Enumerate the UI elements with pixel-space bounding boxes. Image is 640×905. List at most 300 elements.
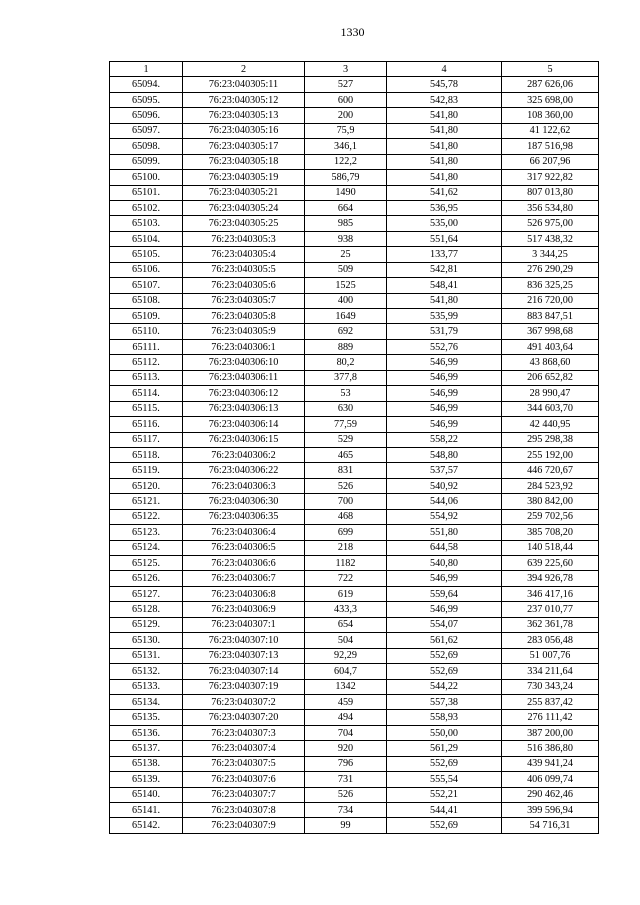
table-row bbox=[110, 108, 599, 123]
row-number-cell: 65140. bbox=[110, 787, 183, 802]
rate-cell: 546,99 bbox=[387, 401, 502, 416]
area-cell: 527 bbox=[305, 77, 387, 92]
row-number-cell: 65130. bbox=[110, 633, 183, 648]
table-row bbox=[110, 139, 599, 154]
table-row bbox=[110, 123, 599, 138]
table-row bbox=[110, 447, 599, 462]
rate-cell: 548,80 bbox=[387, 447, 502, 462]
table-row bbox=[110, 509, 599, 524]
row-number-cell: 65115. bbox=[110, 401, 183, 416]
row-number-cell: 65129. bbox=[110, 617, 183, 632]
rate-cell: 552,69 bbox=[387, 648, 502, 663]
table-row bbox=[110, 494, 599, 509]
value-cell: 255 837,42 bbox=[502, 694, 599, 709]
table-row bbox=[110, 324, 599, 339]
area-cell: 654 bbox=[305, 617, 387, 632]
rate-cell: 552,76 bbox=[387, 339, 502, 354]
table-row bbox=[110, 694, 599, 709]
cadastral-number-cell: 76:23:040305:6 bbox=[183, 278, 305, 293]
row-number-cell: 65095. bbox=[110, 92, 183, 107]
row-number-cell: 65108. bbox=[110, 293, 183, 308]
column-header: 4 bbox=[387, 62, 502, 77]
area-cell: 796 bbox=[305, 756, 387, 771]
area-cell: 692 bbox=[305, 324, 387, 339]
row-number-cell: 65104. bbox=[110, 231, 183, 246]
value-cell: 287 626,06 bbox=[502, 77, 599, 92]
area-cell: 586,79 bbox=[305, 170, 387, 185]
row-number-cell: 65124. bbox=[110, 540, 183, 555]
table-row bbox=[110, 725, 599, 740]
row-number-cell: 65107. bbox=[110, 278, 183, 293]
table-row bbox=[110, 540, 599, 555]
cadastral-number-cell: 76:23:040306:12 bbox=[183, 386, 305, 401]
row-number-cell: 65122. bbox=[110, 509, 183, 524]
area-cell: 1342 bbox=[305, 679, 387, 694]
table-row bbox=[110, 617, 599, 632]
cadastral-number-cell: 76:23:040305:17 bbox=[183, 139, 305, 154]
area-cell: 704 bbox=[305, 725, 387, 740]
value-cell: 325 698,00 bbox=[502, 92, 599, 107]
area-cell: 731 bbox=[305, 772, 387, 787]
value-cell: 516 386,80 bbox=[502, 741, 599, 756]
value-cell: 3 344,25 bbox=[502, 247, 599, 262]
rate-cell: 561,62 bbox=[387, 633, 502, 648]
table-row bbox=[110, 571, 599, 586]
area-cell: 630 bbox=[305, 401, 387, 416]
area-cell: 1649 bbox=[305, 309, 387, 324]
value-cell: 730 343,24 bbox=[502, 679, 599, 694]
table-row bbox=[110, 247, 599, 262]
row-number-cell: 65094. bbox=[110, 77, 183, 92]
area-cell: 604,7 bbox=[305, 664, 387, 679]
row-number-cell: 65128. bbox=[110, 602, 183, 617]
rate-cell: 561,29 bbox=[387, 741, 502, 756]
table-row bbox=[110, 772, 599, 787]
row-number-cell: 65139. bbox=[110, 772, 183, 787]
row-number-cell: 65109. bbox=[110, 309, 183, 324]
row-number-cell: 65137. bbox=[110, 741, 183, 756]
rate-cell: 558,93 bbox=[387, 710, 502, 725]
rate-cell: 551,64 bbox=[387, 231, 502, 246]
table-row bbox=[110, 432, 599, 447]
row-number-cell: 65106. bbox=[110, 262, 183, 277]
row-number-cell: 65123. bbox=[110, 525, 183, 540]
rate-cell: 133,77 bbox=[387, 247, 502, 262]
row-number-cell: 65125. bbox=[110, 556, 183, 571]
value-cell: 439 941,24 bbox=[502, 756, 599, 771]
row-number-cell: 65120. bbox=[110, 478, 183, 493]
table-row bbox=[110, 231, 599, 246]
rate-cell: 555,54 bbox=[387, 772, 502, 787]
row-number-cell: 65142. bbox=[110, 818, 183, 833]
value-cell: 284 523,92 bbox=[502, 478, 599, 493]
value-cell: 639 225,60 bbox=[502, 556, 599, 571]
cadastral-number-cell: 76:23:040306:1 bbox=[183, 339, 305, 354]
cadastral-number-cell: 76:23:040307:1 bbox=[183, 617, 305, 632]
value-cell: 334 211,64 bbox=[502, 664, 599, 679]
row-number-cell: 65098. bbox=[110, 139, 183, 154]
cadastral-number-cell: 76:23:040307:2 bbox=[183, 694, 305, 709]
area-cell: 664 bbox=[305, 200, 387, 215]
table-row bbox=[110, 602, 599, 617]
row-number-cell: 65117. bbox=[110, 432, 183, 447]
value-cell: 290 462,46 bbox=[502, 787, 599, 802]
table-row bbox=[110, 216, 599, 231]
cadastral-number-cell: 76:23:040306:22 bbox=[183, 463, 305, 478]
cadastral-number-cell: 76:23:040307:13 bbox=[183, 648, 305, 663]
rate-cell: 546,99 bbox=[387, 602, 502, 617]
column-header: 1 bbox=[110, 62, 183, 77]
area-cell: 529 bbox=[305, 432, 387, 447]
cadastral-number-cell: 76:23:040306:2 bbox=[183, 447, 305, 462]
row-number-cell: 65118. bbox=[110, 447, 183, 462]
value-cell: 43 868,60 bbox=[502, 355, 599, 370]
row-number-cell: 65096. bbox=[110, 108, 183, 123]
rate-cell: 540,80 bbox=[387, 556, 502, 571]
value-cell: 387 200,00 bbox=[502, 725, 599, 740]
value-cell: 66 207,96 bbox=[502, 154, 599, 169]
row-number-cell: 65100. bbox=[110, 170, 183, 185]
table-row bbox=[110, 262, 599, 277]
value-cell: 344 603,70 bbox=[502, 401, 599, 416]
row-number-cell: 65134. bbox=[110, 694, 183, 709]
row-number-cell: 65121. bbox=[110, 494, 183, 509]
value-cell: 206 652,82 bbox=[502, 370, 599, 385]
area-cell: 920 bbox=[305, 741, 387, 756]
area-cell: 831 bbox=[305, 463, 387, 478]
area-cell: 200 bbox=[305, 108, 387, 123]
table-row bbox=[110, 787, 599, 802]
value-cell: 295 298,38 bbox=[502, 432, 599, 447]
value-cell: 526 975,00 bbox=[502, 216, 599, 231]
area-cell: 1525 bbox=[305, 278, 387, 293]
rate-cell: 546,99 bbox=[387, 417, 502, 432]
value-cell: 491 403,64 bbox=[502, 339, 599, 354]
cadastral-number-cell: 76:23:040305:4 bbox=[183, 247, 305, 262]
rate-cell: 542,83 bbox=[387, 92, 502, 107]
value-cell: 276 111,42 bbox=[502, 710, 599, 725]
rate-cell: 546,99 bbox=[387, 386, 502, 401]
table-row bbox=[110, 756, 599, 771]
table-row bbox=[110, 556, 599, 571]
cadastral-number-cell: 76:23:040305:24 bbox=[183, 200, 305, 215]
row-number-cell: 65126. bbox=[110, 571, 183, 586]
area-cell: 509 bbox=[305, 262, 387, 277]
cadastral-number-cell: 76:23:040305:8 bbox=[183, 309, 305, 324]
value-cell: 517 438,32 bbox=[502, 231, 599, 246]
rate-cell: 546,99 bbox=[387, 355, 502, 370]
rate-cell: 537,57 bbox=[387, 463, 502, 478]
rate-cell: 552,69 bbox=[387, 756, 502, 771]
value-cell: 41 122,62 bbox=[502, 123, 599, 138]
rate-cell: 536,95 bbox=[387, 200, 502, 215]
cadastral-number-cell: 76:23:040306:8 bbox=[183, 586, 305, 601]
cadastral-number-cell: 76:23:040307:10 bbox=[183, 633, 305, 648]
area-cell: 465 bbox=[305, 447, 387, 462]
value-cell: 446 720,67 bbox=[502, 463, 599, 478]
value-cell: 346 417,16 bbox=[502, 586, 599, 601]
table-row bbox=[110, 633, 599, 648]
value-cell: 317 922,82 bbox=[502, 170, 599, 185]
row-number-cell: 65135. bbox=[110, 710, 183, 725]
rate-cell: 541,80 bbox=[387, 139, 502, 154]
cadastral-number-cell: 76:23:040307:7 bbox=[183, 787, 305, 802]
row-number-cell: 65099. bbox=[110, 154, 183, 169]
table-row bbox=[110, 170, 599, 185]
area-cell: 75,9 bbox=[305, 123, 387, 138]
area-cell: 1490 bbox=[305, 185, 387, 200]
area-cell: 600 bbox=[305, 92, 387, 107]
rate-cell: 559,64 bbox=[387, 586, 502, 601]
table-row bbox=[110, 525, 599, 540]
table-row bbox=[110, 648, 599, 663]
value-cell: 380 842,00 bbox=[502, 494, 599, 509]
row-number-cell: 65127. bbox=[110, 586, 183, 601]
cadastral-number-cell: 76:23:040306:11 bbox=[183, 370, 305, 385]
table-row bbox=[110, 803, 599, 818]
rate-cell: 541,80 bbox=[387, 123, 502, 138]
column-header: 3 bbox=[305, 62, 387, 77]
row-number-cell: 65102. bbox=[110, 200, 183, 215]
area-cell: 468 bbox=[305, 509, 387, 524]
cadastral-number-cell: 76:23:040307:3 bbox=[183, 725, 305, 740]
table-row bbox=[110, 386, 599, 401]
row-number-cell: 65141. bbox=[110, 803, 183, 818]
value-cell: 807 013,80 bbox=[502, 185, 599, 200]
value-cell: 276 290,29 bbox=[502, 262, 599, 277]
value-cell: 28 990,47 bbox=[502, 386, 599, 401]
value-cell: 394 926,78 bbox=[502, 571, 599, 586]
value-cell: 259 702,56 bbox=[502, 509, 599, 524]
rate-cell: 542,81 bbox=[387, 262, 502, 277]
rate-cell: 541,80 bbox=[387, 293, 502, 308]
value-cell: 283 056,48 bbox=[502, 633, 599, 648]
area-cell: 77,59 bbox=[305, 417, 387, 432]
table-row bbox=[110, 339, 599, 354]
cadastral-number-cell: 76:23:040305:7 bbox=[183, 293, 305, 308]
cadastral-number-cell: 76:23:040307:8 bbox=[183, 803, 305, 818]
table-row bbox=[110, 679, 599, 694]
area-cell: 985 bbox=[305, 216, 387, 231]
row-number-cell: 65133. bbox=[110, 679, 183, 694]
row-number-cell: 65110. bbox=[110, 324, 183, 339]
data-table-container bbox=[109, 61, 598, 834]
row-number-cell: 65138. bbox=[110, 756, 183, 771]
table-row bbox=[110, 741, 599, 756]
area-cell: 53 bbox=[305, 386, 387, 401]
cadastral-number-cell: 76:23:040306:5 bbox=[183, 540, 305, 555]
rate-cell: 541,80 bbox=[387, 108, 502, 123]
row-number-cell: 65116. bbox=[110, 417, 183, 432]
area-cell: 459 bbox=[305, 694, 387, 709]
value-cell: 108 360,00 bbox=[502, 108, 599, 123]
row-number-cell: 65119. bbox=[110, 463, 183, 478]
cadastral-number-cell: 76:23:040307:19 bbox=[183, 679, 305, 694]
cadastral-number-cell: 76:23:040306:14 bbox=[183, 417, 305, 432]
rate-cell: 554,92 bbox=[387, 509, 502, 524]
rate-cell: 546,99 bbox=[387, 370, 502, 385]
row-number-cell: 65114. bbox=[110, 386, 183, 401]
area-cell: 433,3 bbox=[305, 602, 387, 617]
cadastral-number-cell: 76:23:040305:9 bbox=[183, 324, 305, 339]
cadastral-number-cell: 76:23:040306:35 bbox=[183, 509, 305, 524]
value-cell: 406 099,74 bbox=[502, 772, 599, 787]
value-cell: 216 720,00 bbox=[502, 293, 599, 308]
cadastral-number-cell: 76:23:040305:5 bbox=[183, 262, 305, 277]
cadastral-number-cell: 76:23:040307:20 bbox=[183, 710, 305, 725]
row-number-cell: 65112. bbox=[110, 355, 183, 370]
cadastral-number-cell: 76:23:040305:25 bbox=[183, 216, 305, 231]
value-cell: 187 516,98 bbox=[502, 139, 599, 154]
table-row bbox=[110, 278, 599, 293]
rate-cell: 544,06 bbox=[387, 494, 502, 509]
value-cell: 237 010,77 bbox=[502, 602, 599, 617]
cadastral-number-cell: 76:23:040305:12 bbox=[183, 92, 305, 107]
area-cell: 526 bbox=[305, 787, 387, 802]
cadastral-number-cell: 76:23:040306:13 bbox=[183, 401, 305, 416]
cadastral-number-cell: 76:23:040305:21 bbox=[183, 185, 305, 200]
area-cell: 92,29 bbox=[305, 648, 387, 663]
cadastral-number-cell: 76:23:040306:6 bbox=[183, 556, 305, 571]
cadastral-number-cell: 76:23:040306:30 bbox=[183, 494, 305, 509]
rate-cell: 535,00 bbox=[387, 216, 502, 231]
rate-cell: 544,22 bbox=[387, 679, 502, 694]
area-cell: 526 bbox=[305, 478, 387, 493]
row-number-cell: 65105. bbox=[110, 247, 183, 262]
row-number-cell: 65111. bbox=[110, 339, 183, 354]
page-number: 1330 bbox=[340, 25, 365, 39]
value-cell: 367 998,68 bbox=[502, 324, 599, 339]
rate-cell: 541,80 bbox=[387, 154, 502, 169]
area-cell: 346,1 bbox=[305, 139, 387, 154]
area-cell: 700 bbox=[305, 494, 387, 509]
area-cell: 99 bbox=[305, 818, 387, 833]
area-cell: 494 bbox=[305, 710, 387, 725]
row-number-cell: 65136. bbox=[110, 725, 183, 740]
rate-cell: 550,00 bbox=[387, 725, 502, 740]
value-cell: 399 596,94 bbox=[502, 803, 599, 818]
value-cell: 51 007,76 bbox=[502, 648, 599, 663]
rate-cell: 552,21 bbox=[387, 787, 502, 802]
header-row bbox=[110, 62, 599, 77]
row-number-cell: 65132. bbox=[110, 664, 183, 679]
rate-cell: 540,92 bbox=[387, 478, 502, 493]
table-row bbox=[110, 355, 599, 370]
cadastral-number-cell: 76:23:040307:6 bbox=[183, 772, 305, 787]
cadastral-number-cell: 76:23:040305:16 bbox=[183, 123, 305, 138]
cadastral-number-cell: 76:23:040305:18 bbox=[183, 154, 305, 169]
rate-cell: 557,38 bbox=[387, 694, 502, 709]
rate-cell: 546,99 bbox=[387, 571, 502, 586]
cadastral-number-cell: 76:23:040307:14 bbox=[183, 664, 305, 679]
table-row bbox=[110, 92, 599, 107]
rate-cell: 551,80 bbox=[387, 525, 502, 540]
value-cell: 385 708,20 bbox=[502, 525, 599, 540]
rate-cell: 552,69 bbox=[387, 664, 502, 679]
rate-cell: 544,41 bbox=[387, 803, 502, 818]
table-row bbox=[110, 77, 599, 92]
rate-cell: 531,79 bbox=[387, 324, 502, 339]
rate-cell: 548,41 bbox=[387, 278, 502, 293]
row-number-cell: 65103. bbox=[110, 216, 183, 231]
rate-cell: 554,07 bbox=[387, 617, 502, 632]
value-cell: 140 518,44 bbox=[502, 540, 599, 555]
table-row bbox=[110, 200, 599, 215]
cadastral-number-cell: 76:23:040306:9 bbox=[183, 602, 305, 617]
value-cell: 54 716,31 bbox=[502, 818, 599, 833]
area-cell: 1182 bbox=[305, 556, 387, 571]
column-header: 2 bbox=[183, 62, 305, 77]
area-cell: 400 bbox=[305, 293, 387, 308]
row-number-cell: 65113. bbox=[110, 370, 183, 385]
row-number-cell: 65131. bbox=[110, 648, 183, 663]
value-cell: 883 847,51 bbox=[502, 309, 599, 324]
table-row bbox=[110, 586, 599, 601]
table-row bbox=[110, 401, 599, 416]
row-number-cell: 65101. bbox=[110, 185, 183, 200]
column-header: 5 bbox=[502, 62, 599, 77]
data-table bbox=[109, 61, 599, 834]
cadastral-number-cell: 76:23:040306:4 bbox=[183, 525, 305, 540]
table-row bbox=[110, 463, 599, 478]
table-row bbox=[110, 370, 599, 385]
cadastral-number-cell: 76:23:040307:4 bbox=[183, 741, 305, 756]
cadastral-number-cell: 76:23:040307:5 bbox=[183, 756, 305, 771]
area-cell: 25 bbox=[305, 247, 387, 262]
table-row bbox=[110, 818, 599, 833]
value-cell: 42 440,95 bbox=[502, 417, 599, 432]
table-row bbox=[110, 417, 599, 432]
value-cell: 356 534,80 bbox=[502, 200, 599, 215]
area-cell: 938 bbox=[305, 231, 387, 246]
rate-cell: 535,99 bbox=[387, 309, 502, 324]
rate-cell: 541,62 bbox=[387, 185, 502, 200]
cadastral-number-cell: 76:23:040305:19 bbox=[183, 170, 305, 185]
area-cell: 889 bbox=[305, 339, 387, 354]
rate-cell: 644,58 bbox=[387, 540, 502, 555]
table-row bbox=[110, 710, 599, 725]
table-row bbox=[110, 664, 599, 679]
cadastral-number-cell: 76:23:040305:3 bbox=[183, 231, 305, 246]
table-row bbox=[110, 185, 599, 200]
cadastral-number-cell: 76:23:040306:10 bbox=[183, 355, 305, 370]
table-header bbox=[110, 62, 599, 77]
table-row bbox=[110, 478, 599, 493]
cadastral-number-cell: 76:23:040306:15 bbox=[183, 432, 305, 447]
table-row bbox=[110, 293, 599, 308]
cadastral-number-cell: 76:23:040306:3 bbox=[183, 478, 305, 493]
row-number-cell: 65097. bbox=[110, 123, 183, 138]
area-cell: 699 bbox=[305, 525, 387, 540]
value-cell: 836 325,25 bbox=[502, 278, 599, 293]
cadastral-number-cell: 76:23:040305:13 bbox=[183, 108, 305, 123]
area-cell: 80,2 bbox=[305, 355, 387, 370]
area-cell: 377,8 bbox=[305, 370, 387, 385]
area-cell: 734 bbox=[305, 803, 387, 818]
rate-cell: 541,80 bbox=[387, 170, 502, 185]
area-cell: 122,2 bbox=[305, 154, 387, 169]
rate-cell: 558,22 bbox=[387, 432, 502, 447]
area-cell: 218 bbox=[305, 540, 387, 555]
value-cell: 362 361,78 bbox=[502, 617, 599, 632]
table-row bbox=[110, 154, 599, 169]
rate-cell: 552,69 bbox=[387, 818, 502, 833]
area-cell: 504 bbox=[305, 633, 387, 648]
area-cell: 722 bbox=[305, 571, 387, 586]
rate-cell: 545,78 bbox=[387, 77, 502, 92]
value-cell: 255 192,00 bbox=[502, 447, 599, 462]
table-row bbox=[110, 309, 599, 324]
